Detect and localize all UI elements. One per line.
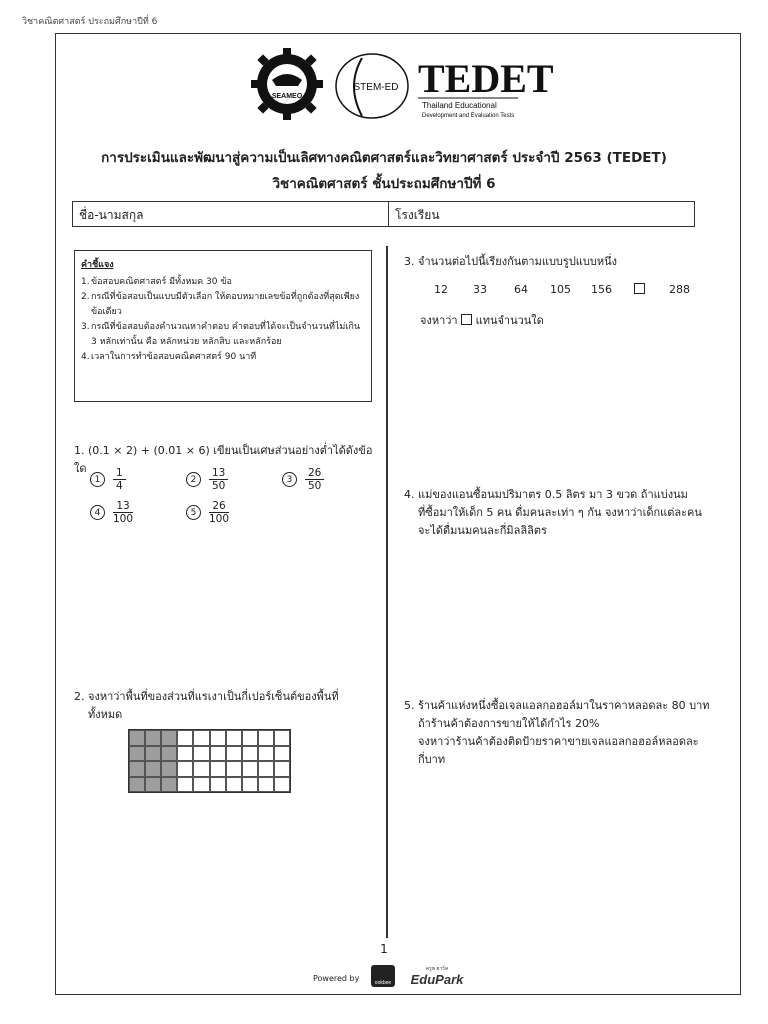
grid-cell-shaded xyxy=(145,730,161,746)
choice-4-mark: 4 xyxy=(90,505,105,520)
instruction-item: 1. ข้อสอบคณิตศาสตร์ มีทั้งหมด 30 ข้อ xyxy=(81,277,232,287)
svg-text:TEDET: TEDET xyxy=(418,56,554,101)
grid-cell xyxy=(210,746,226,762)
grid-cell-shaded xyxy=(129,746,145,762)
svg-text:EduPark: EduPark xyxy=(410,972,464,987)
grid-cell-shaded xyxy=(129,777,145,793)
logo-area xyxy=(250,46,554,126)
grid-cell-shaded xyxy=(161,746,177,762)
instruction-item: 3. กรณีที่ข้อสอบต้องคำนวณหาคำตอบ คำตอบที่ได้จะเป็นจำนวนที่ไม่เกิน 3 หลักเท่านั้น คือ หลักหน่วย หลักสิบ และหลักร้อย xyxy=(81,322,361,347)
sequence-term: 12 xyxy=(434,283,448,296)
grid-cell-shaded xyxy=(145,746,161,762)
question-3: 3. จำนวนต่อไปนี้เรียงกันตามแบบรูปแบบหนึ่ง xyxy=(404,255,617,268)
svg-text:SEAMEO: SEAMEO xyxy=(271,93,303,100)
grid-cell xyxy=(226,730,242,746)
grid-cell xyxy=(274,730,290,746)
grid-cell-shaded xyxy=(129,730,145,746)
grid-cell xyxy=(210,730,226,746)
seameo-logo xyxy=(251,48,323,120)
grid-cell-shaded xyxy=(161,761,177,777)
logos-svg xyxy=(250,46,554,126)
header-subject: วิชาคณิตศาสตร์ ประถมศึกษาปีที่ 6 xyxy=(22,17,158,27)
choice-2-mark: 2 xyxy=(186,472,201,487)
instruction-item: 2. กรณีที่ข้อสอบเป็นแบบมีตัวเลือก ให้ตอบหมายเลขข้อที่ถูกต้องที่สุดเพียงข้อเดียว xyxy=(81,292,360,317)
question-1-text: (0.1 × 2) + (0.01 × 6) เขียนเป็นเศษส่วนอย่างต่ำได้ดังข้อใด xyxy=(74,444,373,475)
powered-by-label: Powered by xyxy=(313,974,360,983)
stem-ed-logo xyxy=(336,54,408,118)
sequence-term: 105 xyxy=(550,283,571,296)
grid-cell xyxy=(258,730,274,746)
blank-square xyxy=(461,314,472,325)
grid-cell-shaded xyxy=(161,730,177,746)
grid-cell xyxy=(242,730,258,746)
grid-cell xyxy=(193,777,209,793)
q1-choice-1[interactable]: 1 $\frac{1}{4}$ xyxy=(90,467,126,492)
ookbee-logo xyxy=(370,964,396,992)
q1-choice-4[interactable]: 4 $\frac{13}{100}$ xyxy=(90,500,133,525)
grid-cell xyxy=(226,746,242,762)
choice-1-mark: 1 xyxy=(90,472,105,487)
grid-cell-shaded xyxy=(161,777,177,793)
page-title: การประเมินและพัฒนาสู่ความเป็นเลิศทางคณิตศาสตร์และวิทยาศาสตร์ ประจำปี 2563 (TEDET) xyxy=(101,150,667,166)
grid-cell xyxy=(258,777,274,793)
grid-cell-shaded xyxy=(145,777,161,793)
column-divider xyxy=(386,246,388,938)
student-info-box xyxy=(72,201,695,227)
grid-cell xyxy=(177,761,193,777)
instruction-item: 4. เวลาในการทำข้อสอบคณิตศาสตร์ 90 นาที xyxy=(81,352,257,362)
q1-choice-2[interactable]: 2 $\frac{13}{50}$ xyxy=(186,467,228,492)
grid-cell xyxy=(226,761,242,777)
grid-cell xyxy=(274,746,290,762)
grid-cell xyxy=(242,761,258,777)
grid-cell xyxy=(274,777,290,793)
svg-text:STEM-ED: STEM-ED xyxy=(353,82,399,93)
question-4: 4. แม่ของแอนซื้อนมปริมาตร 0.5 ลิตร มา 3 ขวด ถ้าแบ่งนม ที่ซื้อมาให้เด็ก 5 คน ดื่มคนละเท่า ๆ กัน จงหาว่าเด็กแต่ละคน จะได้ดื่มนมคนละกี่มิลลิลิตร xyxy=(404,488,702,537)
sequence-term: 156 xyxy=(591,283,612,296)
grid-cell xyxy=(210,777,226,793)
grid-cell xyxy=(242,746,258,762)
sequence-term: 64 xyxy=(514,283,528,296)
q1-choice-3[interactable]: 3 $\frac{26}{50}$ xyxy=(282,467,324,492)
grid-cell xyxy=(210,761,226,777)
grid-cell xyxy=(258,761,274,777)
edupark-logo xyxy=(407,962,467,992)
grid-cell-shaded xyxy=(145,761,161,777)
svg-text:ookbee: ookbee xyxy=(374,980,392,986)
page-subtitle: วิชาคณิตศาสตร์ ชั้นประถมศึกษาปีที่ 6 xyxy=(272,176,496,192)
question-5: 5. ร้านค้าแห่งหนึ่งซื้อเจลแอลกอฮอล์มาในราคาหลอดละ 80 บาท ถ้าร้านค้าต้องการขายให้ได้กำไร 20% จงหาว่าร้านค้าต้องติดป้ายราคาขายเจลแอลกอฮอล์หลอดละ กี่บาท xyxy=(404,699,710,766)
grid-cell xyxy=(226,777,242,793)
svg-text:ครูพ ฮาร์ค: ครูพ ฮาร์ค xyxy=(425,966,449,972)
grid-cell xyxy=(258,746,274,762)
grid-cell xyxy=(177,730,193,746)
question-3-ask: จงหาว่า แทนจำนวนใด xyxy=(420,314,544,327)
page-number: 1 xyxy=(380,942,388,956)
grid-cell xyxy=(177,746,193,762)
instructions-box xyxy=(74,250,372,402)
question-2: 2. จงหาว่าพื้นที่ของส่วนที่แรเงาเป็นกี่เปอร์เซ็นต์ของพื้นที่ ทั้งหมด xyxy=(74,690,339,721)
q1-choice-5[interactable]: 5 $\frac{26}{100}$ xyxy=(186,500,229,525)
grid-cell xyxy=(274,761,290,777)
grid-cell-shaded xyxy=(129,761,145,777)
svg-text:Development and Evaluation Tes: Development and Evaluation Tests xyxy=(422,113,515,119)
choice-5-mark: 5 xyxy=(186,505,201,520)
sequence-term: 33 xyxy=(473,283,487,296)
grid-cell xyxy=(193,730,209,746)
instructions-heading: คำชี้แจง xyxy=(81,260,114,270)
school-field[interactable]: โรงเรียน xyxy=(395,208,440,222)
sequence-term: 288 xyxy=(669,283,690,296)
grid-cell xyxy=(177,777,193,793)
svg-text:Thailand Educational: Thailand Educational xyxy=(422,101,497,110)
name-field[interactable]: ชื่อ-นามสกุล xyxy=(73,202,389,226)
grid-cell xyxy=(242,777,258,793)
grid-cell xyxy=(193,746,209,762)
shaded-grid xyxy=(128,729,291,793)
question-1: 1. (0.1 × 2) + (0.01 × 6) เขียนเป็นเศษส่วนอย่างต่ำได้ดังข้อใด xyxy=(74,444,373,475)
choice-3-mark: 3 xyxy=(282,472,297,487)
grid-cell xyxy=(193,761,209,777)
